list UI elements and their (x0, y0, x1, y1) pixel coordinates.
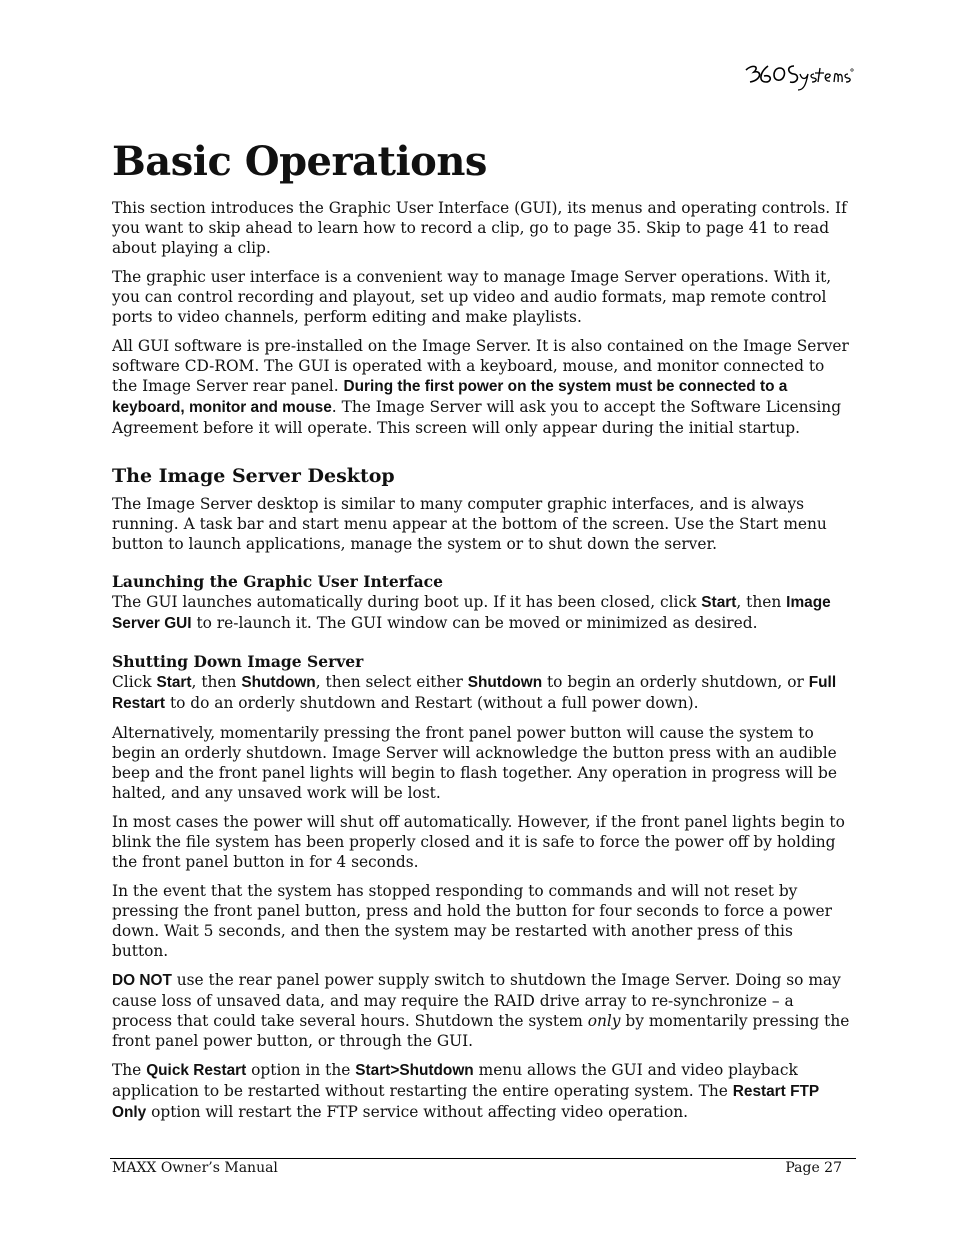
text-run: . The Image Server will ask you to accept the Software Licensing Agreement before it will operate. This screen will only appear during the initial startup. (112, 398, 842, 437)
shutdown-paragraph-4: In the event that the system has stopped responding to commands and will not reset by pressing the front panel button, press and hold the button for four seconds to force a power down. Wait 5 seconds, and then the system may be restarted with another press of this button. (112, 882, 832, 960)
warning-do-not: DO NOT (112, 972, 172, 989)
shutdown-paragraph-1 (112, 672, 852, 714)
launching-paragraph (112, 592, 852, 634)
section-heading-desktop: The Image Server Desktop (112, 465, 395, 487)
emphasis-only: only (587, 1012, 621, 1030)
text-run: Click (112, 673, 157, 691)
text-run: , then (191, 673, 242, 691)
footer-manual-title: MAXX Owner’s Manual (112, 1160, 278, 1176)
ui-label-shutdown: Shutdown (467, 674, 543, 691)
text-run: The (112, 1061, 147, 1079)
text-run: by momentarily pressing the front panel power button, or through the GUI. (112, 1012, 850, 1050)
text-run: use the rear panel power supply switch to shutdown the Image Server. Doing so may cause loss of unsaved data, and may require the RAID drive array to re-synchronize – a process that could take several hours. Shutdown the system (112, 971, 841, 1030)
shutdown-paragraph-6 (112, 1060, 852, 1123)
shutdown-paragraph-3: In most cases the power will shut off automatically. However, if the front panel lights begin to blink the file system has been properly closed and it is safe to force the power off by holding the front panel button in for 4 seconds. (112, 813, 845, 871)
subheading-launching-gui: Launching the Graphic User Interface (112, 572, 443, 591)
intro-paragraph-1: This section introduces the Graphic User Interface (GUI), its menus and operating controls. If you want to skip ahead to learn how to record a clip, go to page 35. Skip to page 41 to read about playing a clip. (112, 199, 847, 257)
footer-divider (110, 1158, 856, 1159)
text-run: option in the (246, 1061, 356, 1079)
ui-label-quick-restart: Quick Restart (146, 1062, 247, 1079)
ui-label-start-shutdown: Start>Shutdown (355, 1062, 474, 1079)
footer-page-number: Page 27 (785, 1160, 842, 1176)
shutdown-paragraph-2: Alternatively, momentarily pressing the front panel power button will cause the system to begin an orderly shutdown. Image Server will acknowledge the button press with an audible beep and the front panel lights will begin to flash together. Any operation in progress will be halted, and any unsaved work will be lost. (112, 724, 837, 802)
intro-paragraph-2: The graphic user interface is a convenient way to manage Image Server operations. With it, you can control recording and playout, set up video and audio formats, map remote control ports to video channels, perform editing and make playlists. (112, 268, 832, 326)
text-run: to re-launch it. The GUI window can be moved or minimized as desired. (191, 614, 758, 632)
intro-paragraph-3 (112, 336, 852, 438)
text-run: to do an orderly shutdown and Restart (without a full power down). (165, 694, 699, 712)
ui-label-image-server-gui: Image Server GUI (112, 594, 831, 632)
ui-label-restart-ftp-only: Restart FTP Only (112, 1083, 819, 1121)
text-run: , then select either (315, 673, 468, 691)
text-run: The GUI launches automatically during boot up. If it has been closed, click (112, 593, 702, 611)
page-title: Basic Operations (112, 138, 487, 185)
ui-label-full-restart: Full Restart (112, 674, 837, 712)
ui-label-start: Start (701, 594, 737, 611)
text-run: option will restart the FTP service without affecting video operation. (146, 1103, 689, 1121)
text-run: , then (736, 593, 787, 611)
text-run: menu allows the GUI and video playback application to be restarted without restarting the entire operating system. The (112, 1061, 798, 1100)
ui-label-shutdown: Shutdown (241, 674, 316, 691)
page-content (112, 138, 852, 1132)
shutdown-paragraph-5 (112, 970, 852, 1051)
desktop-paragraph: The Image Server desktop is similar to many computer graphic interfaces, and is always running. A task bar and start menu appear at the bottom of the screen. Use the Start menu button to launch applications, manage the system or to shut down the server. (112, 495, 827, 553)
text-run: All GUI software is pre-installed on the Image Server. It is also contained on the Image Server software CD-ROM. The GUI is operated with a keyboard, mouse, and monitor connected to the Image Server rear panel. (112, 337, 849, 395)
subheading-shutting-down: Shutting Down Image Server (112, 652, 364, 671)
ui-label-start: Start (156, 674, 192, 691)
text-run: to begin an orderly shutdown, or (542, 673, 809, 691)
360-systems-logo (742, 58, 854, 92)
bold-notice: During the first power on the system must be connected to a keyboard, monitor and mouse (112, 378, 788, 416)
